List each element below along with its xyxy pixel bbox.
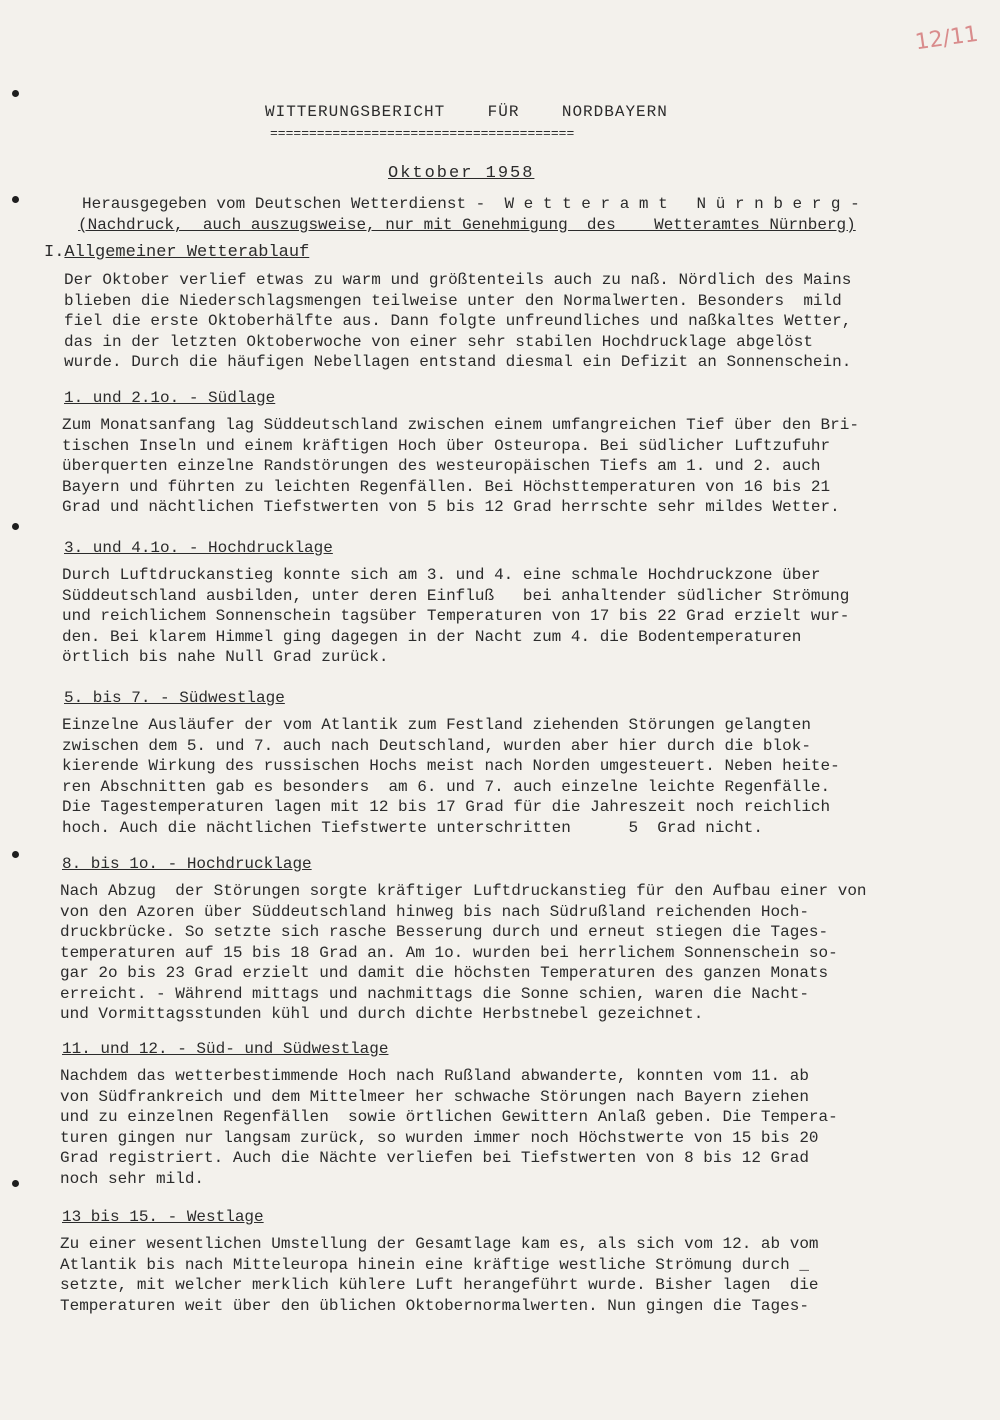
punch-hole xyxy=(12,196,19,203)
text-line: wurde. Durch die häufigen Nebellagen entstand diesmal ein Defizit an Sonnenschein. xyxy=(64,353,852,371)
text-line: Süddeutschland ausbilden, unter deren Einfluß bei anhaltender südlicher Strömung xyxy=(62,586,850,605)
text-line: Grad registriert. Auch die Nächte verliefen bei Tiefstwerten von 8 bis 12 Grad xyxy=(60,1149,809,1167)
text-line: Nachdem das wetterbestimmende Hoch nach Rußland abwanderte, konnten vom 11. ab xyxy=(60,1067,809,1085)
text-line: fiel die erste Oktoberhälfte aus. Dann folgte unfreundliches und naßkaltes Wetter, xyxy=(64,312,852,330)
subsection xyxy=(60,855,990,1025)
reprint-notice: (Nachdruck, auch auszugsweise, nur mit Genehmigung des Wetteramtes Nürnberg) xyxy=(78,216,856,234)
text-line: Die Tagestemperaturen lagen mit 12 bis 17 Grad für die Jahreszeit noch reichlich xyxy=(62,798,831,816)
text-line: Nach Abzug der Störungen sorgte kräftiger Luftdruckanstieg für den Aufbau einer von xyxy=(60,882,867,900)
text-line: tischen Inseln und einem kräftigen Hoch über Osteuropa. Bei südlicher Luftzufuhr xyxy=(62,436,831,455)
text-line: Zu einer wesentlichen Umstellung der Gesamtlage kam es, als sich vom 12. ab vom xyxy=(60,1235,819,1253)
text-line: gar 2o bis 23 Grad erzielt und damit die höchsten Temperaturen des ganzen Monats xyxy=(60,964,829,982)
punch-hole xyxy=(12,851,19,858)
punch-hole xyxy=(12,523,19,530)
subsection-heading: 11. und 12. - Süd- und Südwestlage xyxy=(62,1040,389,1058)
text-line: hoch. Auch die nächtlichen Tiefstwerte unterschritten 5 Grad nicht. xyxy=(62,818,763,837)
text-line: druckbrücke. So setzte sich rasche Besserung durch und erneut stiegen die Tages- xyxy=(60,923,829,941)
subsection-heading: 1. und 2.1o. - Südlage xyxy=(64,389,276,407)
text-line: Temperaturen weit über den üblichen Oktobernormalwerten. Nun gingen die Tages- xyxy=(60,1296,809,1315)
text-line: turen gingen nur langsam zurück, so wurden immer noch Höchstwerte von 15 bis 20 xyxy=(60,1128,819,1147)
document-title: WITTERUNGSBERICHT FÜR NORDBAYERN xyxy=(265,103,668,121)
subsection xyxy=(60,1208,990,1316)
text-line: zwischen dem 5. und 7. auch nach Deutschland, wurden aber hier durch die blok- xyxy=(62,736,811,755)
text-line: kierende Wirkung des russischen Hochs meist nach Norden umgesteuert. Neben heite- xyxy=(62,757,840,775)
punch-hole xyxy=(12,90,19,97)
text-line: und zu einzelnen Regenfällen sowie örtlichen Gewittern Anlaß geben. Die Tempera- xyxy=(60,1108,838,1126)
subsection xyxy=(62,539,992,668)
subsection-heading: 3. und 4.1o. - Hochdrucklage xyxy=(64,539,333,557)
text-line: und reichlichem Sonnenschein tagsüber Temperaturen von 17 bis 22 Grad erzielt wur- xyxy=(62,607,850,625)
subsection xyxy=(60,1040,990,1189)
section-number: I. xyxy=(44,243,65,262)
subsection-heading: 8. bis 1o. - Hochdrucklage xyxy=(62,855,312,873)
text-line: setzte, mit welcher merklich kühlere Luft herangeführt wurde. Bisher lagen die xyxy=(60,1276,819,1294)
text-line: überquerten einzelne Randstörungen des westeuropäischen Tiefs am 1. und 2. auch xyxy=(62,457,821,475)
text-line: temperaturen auf 15 bis 18 Grad an. Am 1o. wurden bei herrlichem Sonnenschein so- xyxy=(60,943,838,962)
text-line: erreicht. - Während mittags und nachmittags die Sonne schien, waren die Nacht- xyxy=(60,984,809,1003)
subsection xyxy=(62,389,992,518)
subsection xyxy=(62,689,992,838)
text-line: Durch Luftdruckanstieg konnte sich am 3. und 4. eine schmale Hochdruckzone über xyxy=(62,566,821,584)
text-line: blieben die Niederschlagsmengen teilweise unter den Normalwerten. Besonders mild xyxy=(64,291,842,310)
text-line: örtlich bis nahe Null Grad zurück. xyxy=(62,648,389,666)
text-line: Grad und nächtlichen Tiefstwerten von 5 bis 12 Grad herrschte sehr mildes Wetter. xyxy=(62,498,840,516)
report-month: Oktober 1958 xyxy=(388,164,535,183)
pencil-annotation: 12/11 xyxy=(913,21,980,56)
text-line: noch sehr mild. xyxy=(60,1169,205,1188)
text-line: Zum Monatsanfang lag Süddeutschland zwischen einem umfangreichen Tief über den Bri- xyxy=(62,416,859,434)
text-line: Atlantik bis nach Mitteleuropa hinein eine kräftige westliche Strömung durch _ xyxy=(60,1255,809,1274)
text-line: Einzelne Ausläufer der vom Atlantik zum Festland ziehenden Störungen gelangten xyxy=(62,716,811,734)
text-line: und Vormittagsstunden kühl und durch dichte Herbstnebel gezeichnet. xyxy=(60,1005,704,1023)
subsection-heading: 13 bis 15. - Westlage xyxy=(62,1208,264,1226)
text-line: ren Abschnitten gab es besonders am 6. und 7. auch einzelne leichte Regenfälle. xyxy=(62,777,831,796)
text-line: Der Oktober verlief etwas zu warm und größtenteils auch zu naß. Nördlich des Mains xyxy=(64,271,852,289)
intro-paragraph xyxy=(64,270,994,373)
punch-hole xyxy=(12,1180,19,1187)
subsection-heading: 5. bis 7. - Südwestlage xyxy=(64,689,285,707)
section-title: Allgemeiner Wetterablauf xyxy=(64,243,310,262)
section-heading xyxy=(44,243,309,262)
publisher-line: Herausgegeben vom Deutschen Wetterdienst - W e t t e r a m t N ü r n b e r g - xyxy=(82,195,860,213)
text-line: den. Bei klarem Himmel ging dagegen in der Nacht zum 4. die Bodentemperaturen xyxy=(62,627,802,646)
title-underline: ======================================= xyxy=(270,126,575,141)
text-line: Bayern und führten zu leichten Regenfällen. Bei Höchsttemperaturen von 16 bis 21 xyxy=(62,477,831,496)
text-line: von Südfrankreich und dem Mittelmeer her schwache Störungen nach Bayern ziehen xyxy=(60,1087,809,1106)
text-line: das in der letzten Oktoberwoche von einer sehr stabilen Hochdrucklage abgelöst xyxy=(64,332,813,351)
text-line: von den Azoren über Süddeutschland hinweg bis nach Südrußland reichenden Hoch- xyxy=(60,902,809,921)
